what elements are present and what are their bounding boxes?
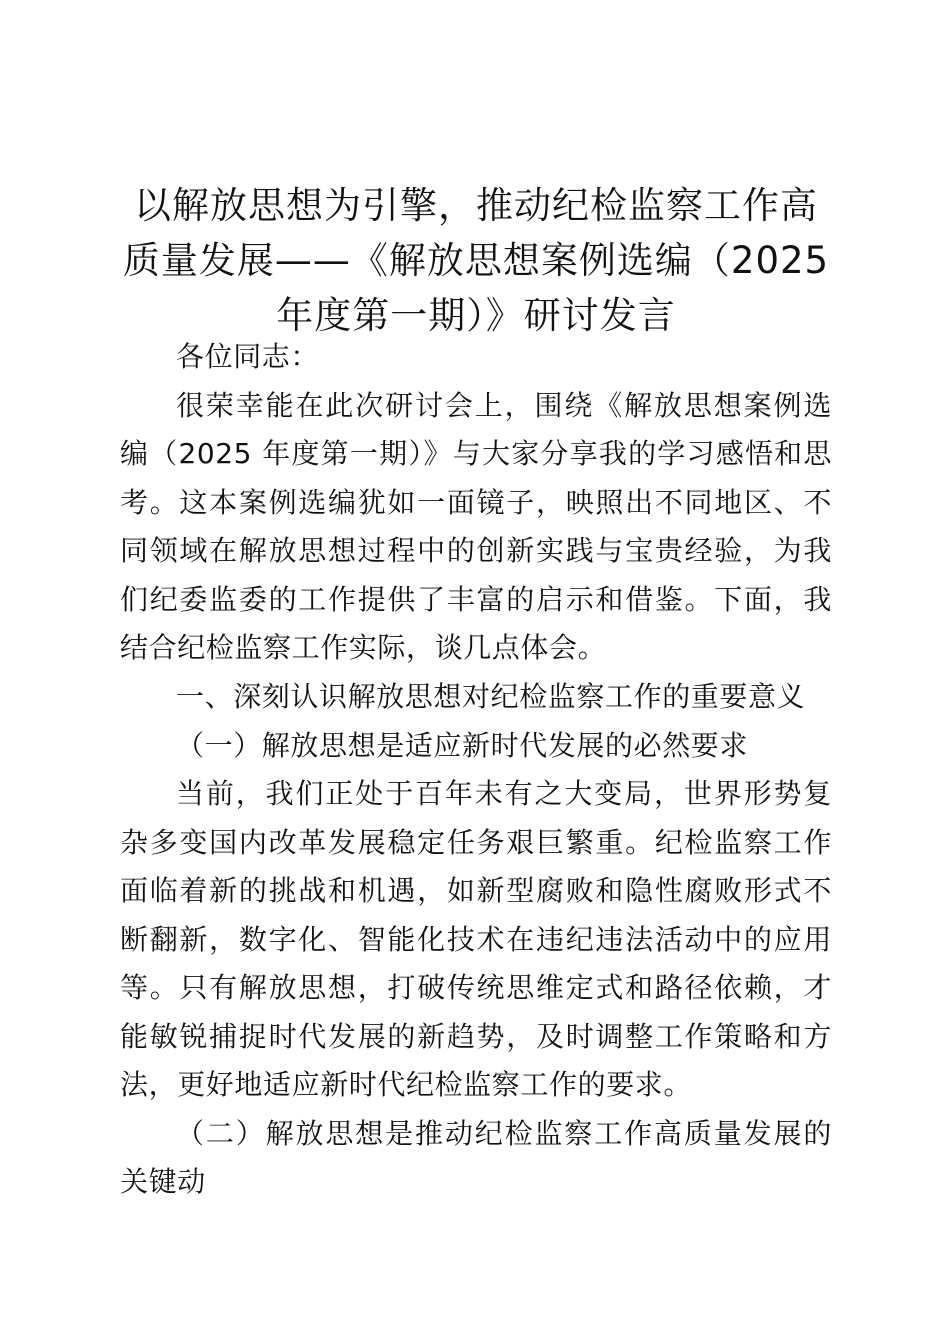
subsection-heading-1: （一）解放思想是适应新时代发展的必然要求: [176, 728, 749, 762]
salutation: 各位同志：: [176, 340, 320, 373]
intro-paragraph: 很荣幸能在此次研讨会上，围绕《解放思想案例选编（2025 年度第一期）》与大家分享我的学习感悟和思考。这本案例选编犹如一面镜子，映照出不同地区、不同领域在解放思想过程中的创新实践与宝贵经验，为我们纪委监委的工作提供了丰富的启示和借鉴。下面，我结合纪检监察工作实际，谈几点体会。: [120, 388, 832, 664]
section-heading-1: 一、深刻认识解放思想对纪检监察工作的重要意义: [176, 680, 806, 713]
document-body: [120, 333, 832, 1207]
body-paragraph: 当前，我们正处于百年未有之大变局，世界形势复杂多变国内改革发展稳定任务艰巨繁重。纪检监察工作面临着新的挑战和机遇，如新型腐败和隐性腐败形式不断翻新，数字化、智能化技术在违纪违法活动中的应用等。只有解放思想，打破传统思维定式和路径依赖，才能敏锐捕捉时代发展的新趋势，及时调整工作策略和方法，更好地适应新时代纪检监察工作的要求。: [120, 777, 832, 1101]
subsection-heading-2: （二）解放思想是推动纪检监察工作高质量发展的关键动: [120, 1116, 832, 1198]
document-title: 以解放思想为引擎，推动纪检监察工作高质量发展——《解放思想案例选编（2025 年度第一期）》研讨发言: [122, 184, 830, 337]
